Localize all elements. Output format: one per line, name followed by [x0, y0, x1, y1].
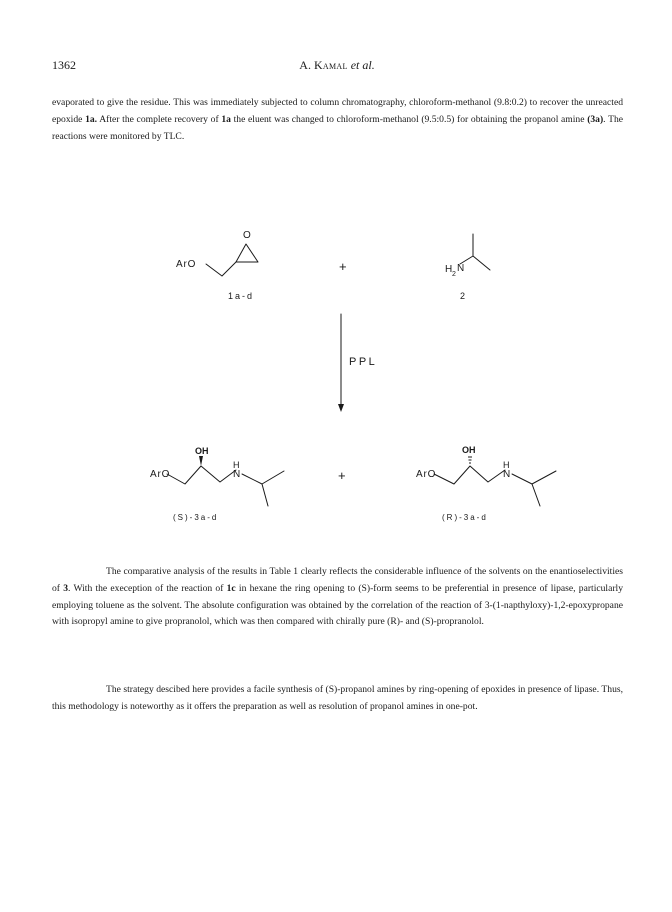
arrowhead-icon — [338, 404, 344, 412]
amine-label: 2 — [460, 291, 466, 301]
epoxide-oxygen: O — [243, 230, 251, 241]
s-product-oh: OH — [195, 446, 209, 456]
compound-ref: 1c — [226, 582, 236, 594]
text-run: in hexane the ring opening to (S)-form seems to be preferential in presence of lipase, particularly employing toluene as the solvent. The absolute configuration was obtained by the correlation of the reaction of 3-(1-napthyloxy)-1,2-epoxypropane with isopropyl amine to give propranolol, which was then compared with chirally pure (R)- and (S)-propranolol. — [52, 582, 624, 628]
text-run: . With the exeception of the reaction of — [68, 582, 227, 594]
r-product-oh: OH — [462, 445, 476, 455]
r-product-structure — [434, 466, 556, 506]
text-run: . The reactions were monitored by TLC. — [52, 113, 624, 142]
amine-structure — [460, 234, 490, 270]
s-product-h: H — [233, 460, 240, 470]
hashed-bond — [468, 457, 472, 463]
amine-h: H — [445, 264, 453, 275]
r-product-aro: ArO — [416, 469, 437, 480]
plus-sign: + — [339, 259, 347, 274]
text-run: the eluent was changed to chloroform-methanol (9.5:0.5) for obtaining the propanol amine — [230, 113, 588, 125]
author-suffix: et al. — [347, 58, 375, 72]
author-initial: A. — [299, 58, 314, 72]
r-product-n: N — [503, 469, 511, 480]
compound-ref: 1a. — [85, 113, 98, 125]
compound-ref: 1a — [221, 113, 231, 125]
s-product-n: N — [233, 469, 241, 480]
text-run: After the complete recovery of — [97, 113, 222, 125]
amine-subscript: 2 — [452, 271, 456, 278]
r-product-label: (R)-3a-d — [442, 513, 488, 522]
author-surname: Kamal — [313, 58, 348, 72]
paragraph-discussion — [52, 564, 623, 631]
text-run: evaporated to give the residue. This was immediately subjected to column chromatography, chloroform-methanol (9.8:0.2) to recover the unreacted epoxide — [52, 97, 623, 125]
r-product-h: H — [503, 460, 510, 470]
page-number: 1362 — [52, 58, 76, 72]
s-product-label: (S)-3a-d — [173, 513, 219, 522]
enzyme-label: PPL — [349, 356, 378, 368]
wedge-bond — [199, 456, 203, 466]
amine-n: N — [457, 263, 465, 274]
s-product-structure — [167, 466, 284, 506]
epoxide-aro: ArO — [176, 259, 197, 270]
epoxide-structure — [206, 244, 258, 276]
compound-ref: (3a) — [587, 113, 604, 125]
s-product-aro: ArO — [150, 469, 171, 480]
paragraph-conclusion: The strategy descibed here provides a facile synthesis of (S)-propanol amines by ring-opening of epoxides in presence of lipase. Thus, this methodology is noteworthy as it offers the preparation as well as resolution of propanol amines in one-pot. — [52, 684, 623, 712]
compound-ref: 3 — [63, 582, 69, 594]
text-run: The comparative analysis of the results in Table 1 clearly reflects the considerable influence of the solvents on the enantioselectivities of — [52, 566, 623, 594]
epoxide-label: 1a-d — [228, 291, 255, 301]
plus-sign: + — [338, 468, 346, 483]
